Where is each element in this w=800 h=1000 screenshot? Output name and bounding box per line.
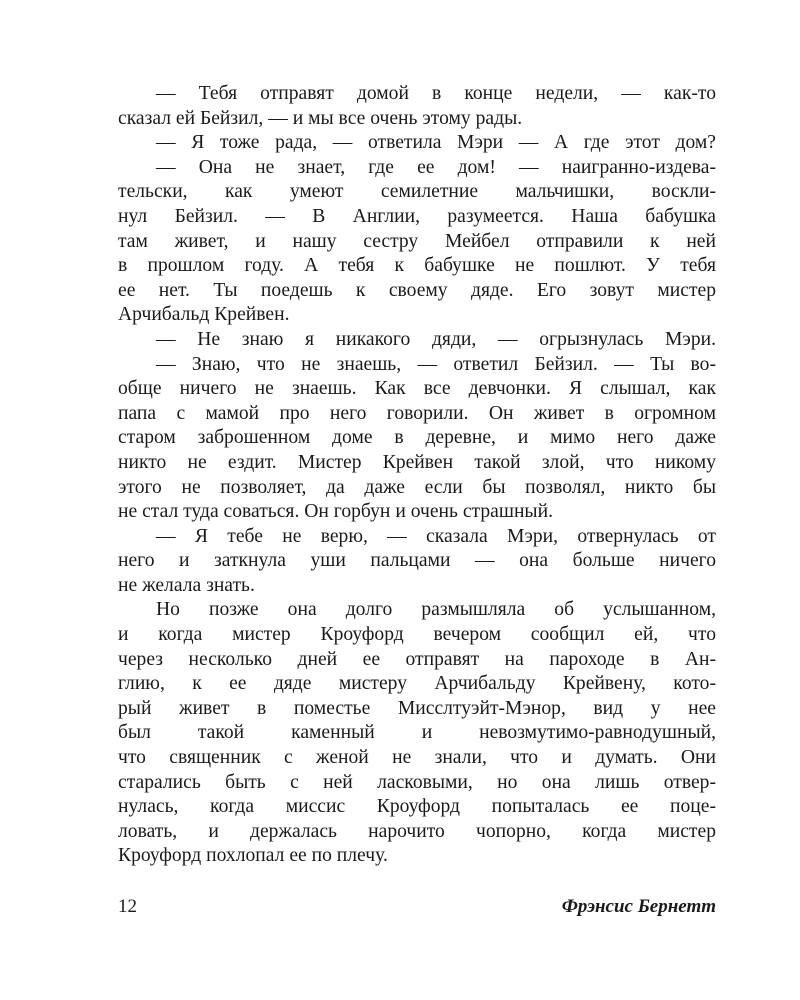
text-line: ее нет. Ты поедешь к своему дяде. Его зовут мистер <box>118 279 716 301</box>
paragraph <box>118 156 716 328</box>
text-line: был такой каменный и невозмутимо-равнодушный, <box>118 722 716 744</box>
text-line: не стал туда соваться. Он горбун и очень страшный. <box>118 501 553 523</box>
text-line: — Тебя отправят домой в конце недели, — как-то <box>156 83 716 104</box>
text-line: там живет, и нашу сестру Мейбел отправили к ней <box>118 230 716 252</box>
paragraph <box>118 598 716 869</box>
text-line: Кроуфорд похлопал ее по плечу. <box>118 845 388 867</box>
page-number: 12 <box>118 896 137 917</box>
text-line: и когда мистер Кроуфорд вечером сообщил ей, что <box>118 624 716 646</box>
text-line: старались быть с ней ласковыми, но она лишь отвер- <box>118 771 716 793</box>
paragraph <box>118 525 716 599</box>
text-line: сказал ей Бейзил, — и мы все очень этому рады. <box>118 107 523 129</box>
text-line: не желала знать. <box>118 574 255 596</box>
text-line: обще ничего не знаешь. Как все девчонки. Я слышал, как <box>118 378 716 400</box>
paragraph <box>118 353 716 525</box>
page-footer <box>118 896 716 924</box>
text-line: нул Бейзил. — В Англии, разумеется. Наша бабушка <box>118 205 716 227</box>
text-line: Арчибальд Крейвен. <box>118 304 290 326</box>
text-line: этого не позволяет, да даже если бы позволял, никто бы <box>118 476 716 498</box>
text-line: — Она не знает, где ее дом! — наигранно-издева- <box>156 156 716 178</box>
text-line: ловать, и держалась нарочито чопорно, когда мистер <box>118 820 716 842</box>
text-line: папа с мамой про него говорили. Он живет в огромном <box>118 402 716 424</box>
text-line: глию, к ее дяде мистеру Арчибальду Крейвену, кото- <box>118 673 716 695</box>
paragraph <box>118 82 716 131</box>
text-line: через несколько дней ее отправят на пароходе в Ан- <box>118 648 716 670</box>
text-line: Но позже она долго размышляла об услышанном, <box>156 599 716 621</box>
text-line: — Знаю, что не знаешь, — ответил Бейзил. — Ты во- <box>156 353 716 375</box>
text-line: никто не ездит. Мистер Крейвен такой злой, что никому <box>118 451 716 473</box>
text-line: нулась, когда миссис Кроуфорд попыталась ее поце- <box>118 796 716 818</box>
text-line: рый живет в поместье Мисслтуэйт-Мэнор, вид у нее <box>118 697 716 719</box>
text-line: в прошлом году. А тебя к бабушке не пошлют. У тебя <box>118 255 716 277</box>
running-head-author: Фрэнсис Бернетт <box>561 896 716 917</box>
text-line: старом заброшенном доме в деревне, и мимо него даже <box>118 427 716 449</box>
text-line: него и заткнула уши пальцами — она больше ничего <box>118 550 716 572</box>
paragraph <box>118 328 716 353</box>
text-line: что священник с женой не знали, что и думать. Они <box>118 747 716 769</box>
text-line: — Я тебе не верю, — сказала Мэри, отвернулась от <box>156 525 716 547</box>
text-line: — Я тоже рада, — ответила Мэри — А где этот дом? <box>156 132 716 154</box>
text-line: тельски, как умеют семилетние мальчишки, воскли- <box>118 181 716 203</box>
paragraph <box>118 131 716 156</box>
text-line: — Не знаю я никакого дяди, — огрызнулась Мэри. <box>156 328 716 350</box>
page-body <box>118 82 716 869</box>
